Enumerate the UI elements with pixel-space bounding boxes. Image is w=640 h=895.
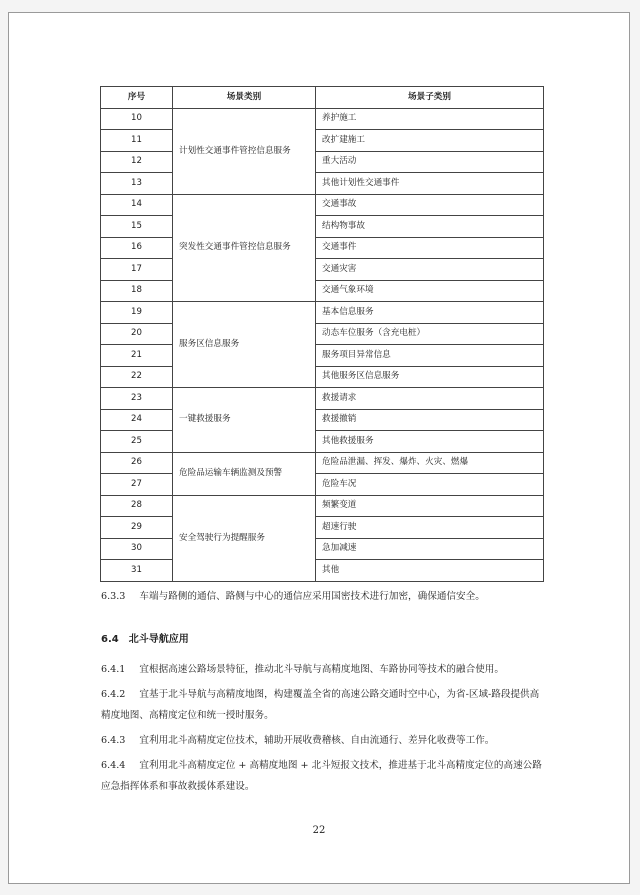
row-index: 17 [101, 259, 173, 281]
table-row [101, 409, 544, 431]
clause-text: 车端与路侧的通信、路侧与中心的通信应采用国密技术进行加密，确保通信安全。 [139, 591, 485, 602]
clause-text: 宜利用北斗高精度定位技术，辅助开展收费稽核、自由流通行、差异化收费等工作。 [139, 735, 495, 746]
row-index: 12 [101, 151, 173, 173]
row-index: 28 [101, 495, 173, 517]
row-index: 24 [101, 409, 173, 431]
row-index: 19 [101, 302, 173, 324]
row-subcategory: 超速行驶 [316, 517, 544, 539]
row-subcategory: 养护施工 [316, 108, 544, 130]
clause-text: 宜基于北斗导航与高精度地图，构建覆盖全省的高速公路交通时空中心，为省-区域-路段提供高精度地图、高精度定位和统一授时服务。 [101, 689, 540, 721]
row-subcategory: 频繁变道 [316, 495, 544, 517]
row-subcategory: 危险品泄漏、挥发、爆炸、火灾、燃爆 [316, 452, 544, 474]
row-subcategory: 其他 [316, 560, 544, 582]
row-subcategory: 交通事件 [316, 237, 544, 259]
row-index: 13 [101, 173, 173, 195]
row-category: 计划性交通事件管控信息服务 [173, 108, 316, 194]
row-category: 突发性交通事件管控信息服务 [173, 194, 316, 302]
row-category: 一键救援服务 [173, 388, 316, 453]
clause-text: 宜根据高速公路场景特征，推动北斗导航与高精度地图、车路协同等技术的融合使用。 [139, 664, 504, 675]
row-index: 31 [101, 560, 173, 582]
table-row [101, 237, 544, 259]
clause-number: 6.3.3 [101, 591, 126, 602]
row-index: 29 [101, 517, 173, 539]
table-row [101, 474, 544, 496]
row-subcategory: 交通灾害 [316, 259, 544, 281]
row-index: 23 [101, 388, 173, 410]
table-row [101, 345, 544, 367]
row-index: 25 [101, 431, 173, 453]
row-index: 26 [101, 452, 173, 474]
table-row [101, 280, 544, 302]
row-subcategory: 其他服务区信息服务 [316, 366, 544, 388]
section-heading-6-4 [101, 630, 189, 645]
row-subcategory: 其他救援服务 [316, 431, 544, 453]
row-subcategory: 结构物事故 [316, 216, 544, 238]
row-category: 安全驾驶行为提醒服务 [173, 495, 316, 581]
table-row [101, 259, 544, 281]
row-subcategory: 交通事故 [316, 194, 544, 216]
row-subcategory: 改扩建施工 [316, 130, 544, 152]
row-subcategory: 危险车况 [316, 474, 544, 496]
section-title: 北斗导航应用 [128, 634, 189, 645]
table-row [101, 452, 544, 474]
header-subcategory: 场景子类别 [316, 87, 544, 109]
table-row [101, 151, 544, 173]
clause-number: 6.4.4 [101, 760, 126, 771]
clause-6-4-3 [101, 730, 547, 751]
clause-number: 6.4.1 [101, 664, 126, 675]
table-row [101, 366, 544, 388]
clause-6-4-1 [101, 659, 547, 680]
table-row [101, 194, 544, 216]
header-category: 场景类别 [173, 87, 316, 109]
table-row [101, 323, 544, 345]
clause-number: 6.4.3 [101, 735, 126, 746]
row-subcategory: 服务项目异常信息 [316, 345, 544, 367]
table-row [101, 130, 544, 152]
scene-table [100, 86, 544, 582]
table-header-row [101, 87, 544, 109]
row-index: 18 [101, 280, 173, 302]
table-row [101, 216, 544, 238]
table-row [101, 388, 544, 410]
clause-text: 宜利用北斗高精度定位 + 高精度地图 + 北斗短报文技术，推进基于北斗高精度定位的高速公路应急指挥体系和事故救援体系建设。 [101, 760, 542, 792]
row-subcategory: 基本信息服务 [316, 302, 544, 324]
page-number: 22 [312, 825, 326, 836]
row-index: 27 [101, 474, 173, 496]
row-subcategory: 其他计划性交通事件 [316, 173, 544, 195]
row-subcategory: 重大活动 [316, 151, 544, 173]
row-subcategory: 急加减速 [316, 538, 544, 560]
row-index: 30 [101, 538, 173, 560]
row-index: 15 [101, 216, 173, 238]
clause-number: 6.4.2 [101, 689, 126, 700]
table-row [101, 431, 544, 453]
row-index: 16 [101, 237, 173, 259]
row-subcategory: 救援请求 [316, 388, 544, 410]
row-category: 服务区信息服务 [173, 302, 316, 388]
row-index: 21 [101, 345, 173, 367]
clause-6-3-3 [101, 586, 547, 607]
clause-6-4-2 [101, 684, 547, 726]
row-index: 22 [101, 366, 173, 388]
row-index: 20 [101, 323, 173, 345]
table-row [101, 517, 544, 539]
row-index: 10 [101, 108, 173, 130]
table-row [101, 538, 544, 560]
clause-6-4-4 [101, 755, 547, 797]
document-page [8, 12, 630, 884]
table-row [101, 495, 544, 517]
row-index: 11 [101, 130, 173, 152]
table-row [101, 302, 544, 324]
table-row [101, 560, 544, 582]
row-category: 危险品运输车辆监测及预警 [173, 452, 316, 495]
row-subcategory: 救援撤销 [316, 409, 544, 431]
table-row [101, 173, 544, 195]
header-index: 序号 [101, 87, 173, 109]
row-subcategory: 动态车位服务（含充电桩） [316, 323, 544, 345]
row-index: 14 [101, 194, 173, 216]
table-row [101, 108, 544, 130]
section-number: 6.4 [101, 634, 119, 645]
row-subcategory: 交通气象环境 [316, 280, 544, 302]
